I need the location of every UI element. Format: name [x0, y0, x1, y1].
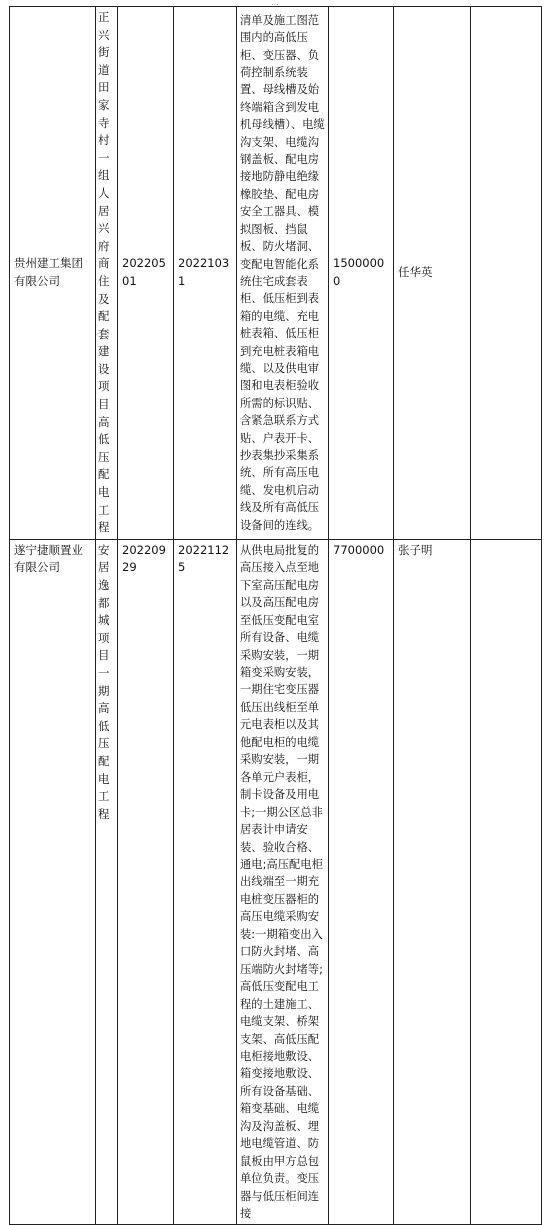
project-name-cell: 正兴街道田家寺村一组人居兴府商住及配套建设项目高低压配电工程	[96, 7, 118, 540]
start-date-cell: 20220501	[118, 7, 174, 540]
contract-amount-cell: 7700000	[329, 539, 394, 1225]
work-scope-cell: 清单及施工图范围内的高低压柜、变压器、负荷控制系统装置、母线槽及始终端箱含到发电机母线槽）、电缆沟支架、电缆沟钢盖板、配电房接地防静电绝缘橡胶垫、配电房安全工器具、模拟图板、挡鼠板、防火堵洞、变配电智能化系统住宅成套表柜、低压柜到表箱的电缆、充电桩表箱、低压柜到充电桩表箱电缆、以及供电审图和电表柜验收所需的标识贴、含紧急联系方式贴、户表开卡、抄表集抄采集系统、所有高压电缆、发电机启动线及所有高低压设备间的连线。	[237, 7, 329, 540]
end-date-cell: 20221125	[174, 539, 237, 1225]
work-scope-cell: 从供电局批复的高压接入点至地下室高压配电房以及高压配电房至低压变配电室所有设备、电缆采购安装，一期箱变采购安装，一期住宅变压器低压出线柜至单元电表柜以及其他配电柜的电缆采购安装，一期各单元户表柜，制卡设备及用电卡;一期公区总非居表计申请安装、验收合格、通电;高压配电柜出线端至一期充电桩变压器柜的高压电缆采购安装:一期箱变出入口防火封堵、高压端防火封堵等;高低压变配电工程的土建施工、电缆支架、桥架支架、高低压配电柜接地敷设、箱变接地敷设、所有设备基础、箱变基础、电缆沟及沟盖板、埋地电缆管道、防鼠板由甲方总包单位负责。变压器与低压柜间连接	[237, 539, 329, 1225]
start-date-cell: 20220929	[118, 539, 174, 1225]
empty-cell	[471, 7, 542, 540]
project-table	[9, 6, 542, 1225]
page-top-text: ...	[271, 0, 279, 6]
contact-person-cell: 张子明	[394, 539, 471, 1225]
end-date-cell: 20221031	[174, 7, 237, 540]
project-name-cell: 安居逸都城项目一期高低压配电工程	[96, 539, 118, 1225]
company-cell: 遂宁捷顺置业有限公司	[10, 539, 96, 1225]
empty-cell	[471, 539, 542, 1225]
table-row	[10, 539, 542, 1225]
contract-amount-cell: 15000000	[329, 7, 394, 540]
table-row	[10, 7, 542, 540]
company-cell: 贵州建工集团有限公司	[10, 7, 96, 540]
contact-person-cell: 任华英	[394, 7, 471, 540]
